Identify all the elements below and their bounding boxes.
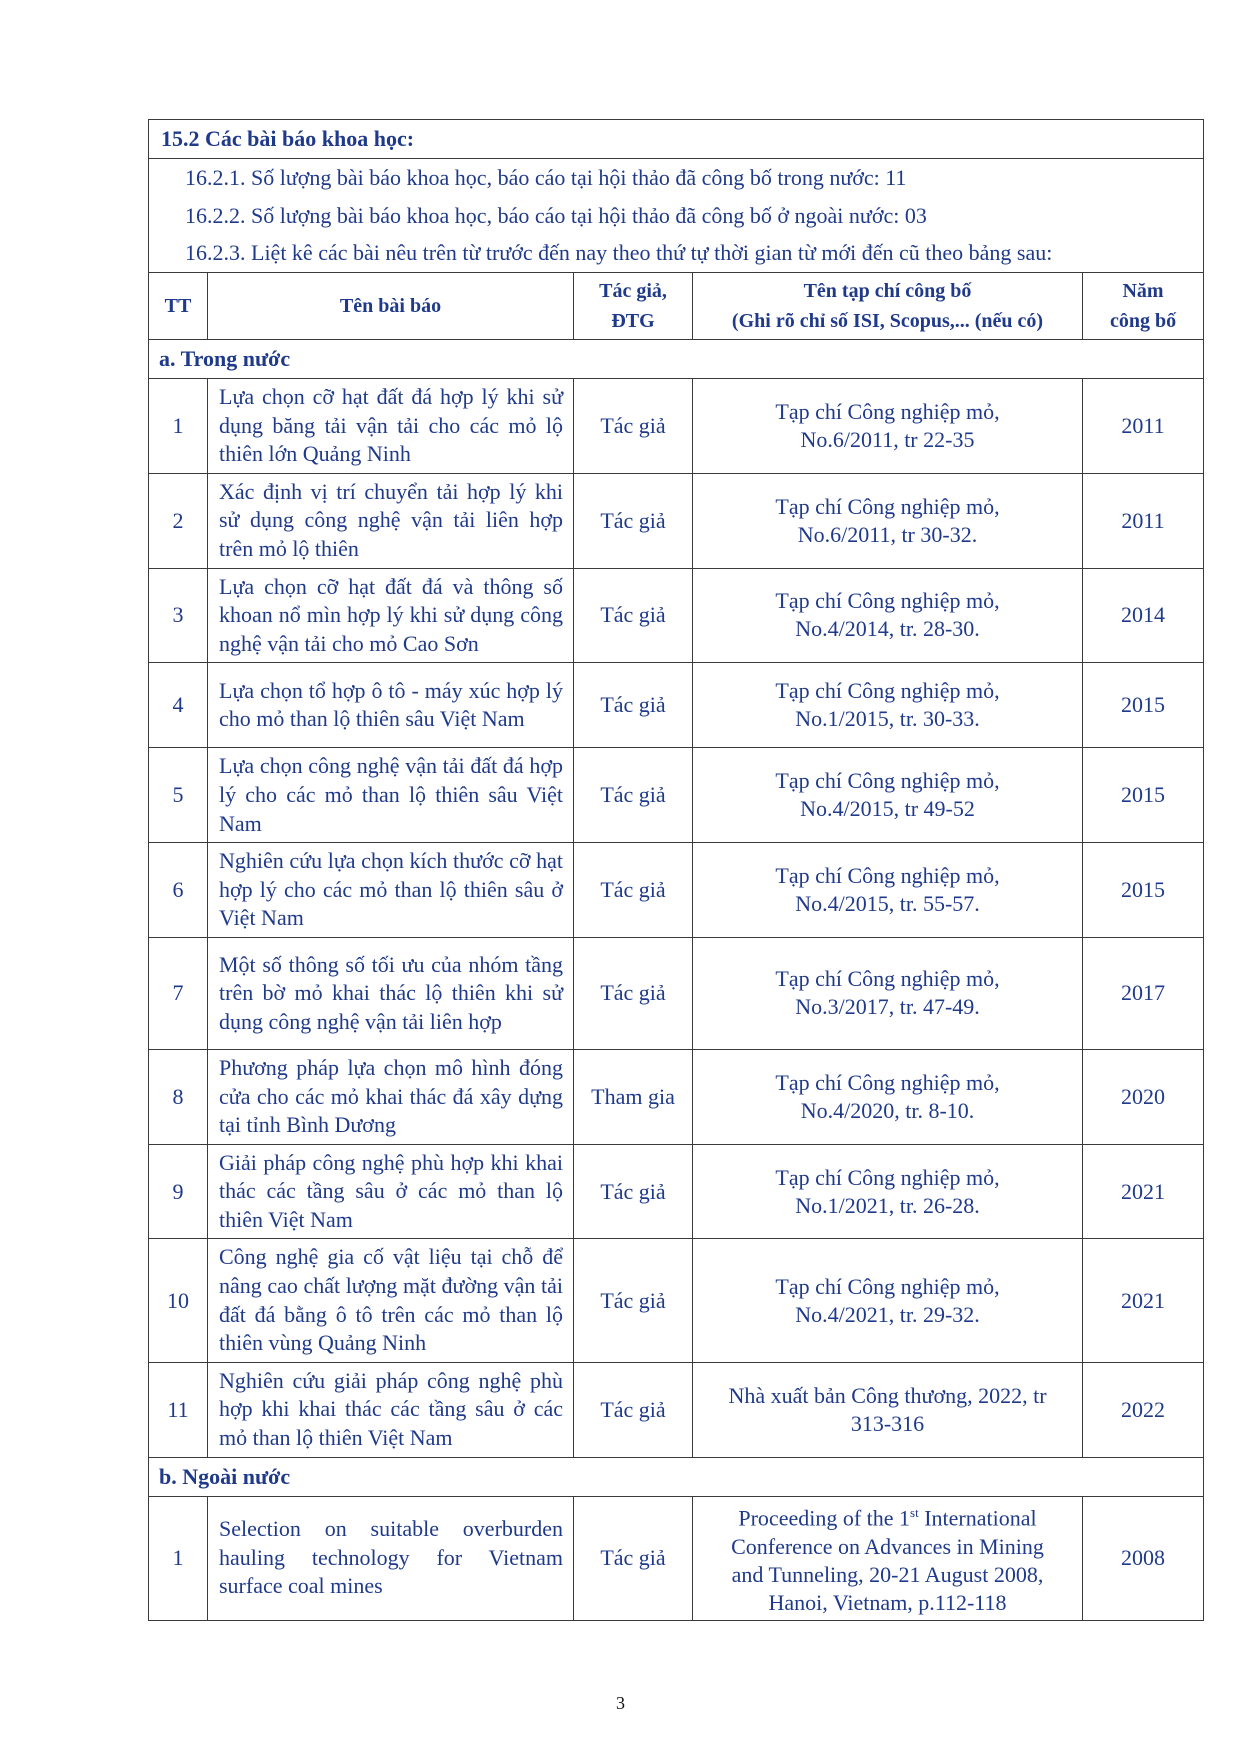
journal-line: Tạp chí Công nghiệp mỏ, xyxy=(775,588,1000,614)
stats-row xyxy=(149,159,1204,273)
header-year xyxy=(1083,273,1204,340)
row-number: 4 xyxy=(149,663,208,748)
journal-line: Tạp chí Công nghiệp mỏ, xyxy=(775,1273,1000,1299)
article-title: Nghiên cứu giải pháp công nghệ phù hợp khi khai thác các tầng sâu ở các mỏ than lộ thiên Việt Nam xyxy=(208,1362,574,1457)
journal-line: No.4/2015, tr. 55-57. xyxy=(795,891,980,917)
group-label-domestic: a. Trong nước xyxy=(149,340,1204,379)
article-journal xyxy=(693,1144,1083,1239)
article-author-role: Tác giả xyxy=(574,937,693,1049)
table-row xyxy=(149,568,1204,663)
journal-text: International xyxy=(918,1505,1037,1531)
journal-line: No.4/2014, tr. 28-30. xyxy=(795,616,980,642)
row-number: 8 xyxy=(149,1049,208,1144)
article-journal xyxy=(693,663,1083,748)
journal-line: No.1/2021, tr. 26-28. xyxy=(795,1192,980,1218)
journal-line: No.3/2017, tr. 47-49. xyxy=(795,994,980,1020)
article-year: 2011 xyxy=(1083,379,1204,474)
table-row xyxy=(149,1239,1204,1362)
row-number: 7 xyxy=(149,937,208,1049)
row-number: 1 xyxy=(149,379,208,474)
article-year: 2008 xyxy=(1083,1496,1204,1620)
article-journal xyxy=(693,748,1083,843)
article-author-role: Tác giả xyxy=(574,1144,693,1239)
header-journal xyxy=(693,273,1083,340)
article-title: Nghiên cứu lựa chọn kích thước cỡ hạt hợp lý cho các mỏ than lộ thiên sâu ở Việt Nam xyxy=(208,843,574,938)
journal-line: 313-316 xyxy=(850,1410,925,1436)
row-number: 1 xyxy=(149,1496,208,1620)
row-number: 11 xyxy=(149,1362,208,1457)
article-journal xyxy=(693,843,1083,938)
article-year: 2014 xyxy=(1083,568,1204,663)
journal-line: Tạp chí Công nghiệp mỏ, xyxy=(775,493,1000,519)
article-author-role: Tác giả xyxy=(574,1362,693,1457)
article-author-role: Tham gia xyxy=(574,1049,693,1144)
journal-line: No.4/2020, tr. 8-10. xyxy=(800,1097,975,1123)
article-journal xyxy=(693,473,1083,568)
article-journal xyxy=(693,1239,1083,1362)
article-journal xyxy=(693,379,1083,474)
article-author-role: Tác giả xyxy=(574,379,693,474)
row-number: 10 xyxy=(149,1239,208,1362)
journal-superscript: st xyxy=(910,1505,919,1521)
journal-line: Hanoi, Vietnam, p.112-118 xyxy=(768,1589,1007,1615)
article-year: 2021 xyxy=(1083,1239,1204,1362)
stat-list-instruction: 16.2.3. Liệt kê các bài nêu trên từ trước đến nay theo thứ tự thời gian từ mới đến cũ theo bảng sau: xyxy=(185,240,1053,266)
article-journal xyxy=(693,1496,1083,1620)
section-title: 15.2 Các bài báo khoa học: xyxy=(149,120,1204,159)
article-title: Công nghệ gia cố vật liệu tại chỗ để nâng cao chất lượng mặt đường vận tải đất đá bằng ô tô trên các mỏ than lộ thiên vùng Quảng Ninh xyxy=(208,1239,574,1362)
article-year: 2021 xyxy=(1083,1144,1204,1239)
article-journal xyxy=(693,937,1083,1049)
journal-line: Tạp chí Công nghiệp mỏ, xyxy=(775,678,1000,704)
row-number: 3 xyxy=(149,568,208,663)
journal-line: and Tunneling, 20-21 August 2008, xyxy=(731,1561,1044,1587)
table-row xyxy=(149,748,1204,843)
page-number: 3 xyxy=(616,1693,625,1713)
header-author-line2: ĐTG xyxy=(611,310,655,332)
row-number: 2 xyxy=(149,473,208,568)
article-journal xyxy=(693,1049,1083,1144)
journal-line: Tạp chí Công nghiệp mỏ, xyxy=(775,768,1000,794)
header-year-line2: công bố xyxy=(1109,310,1177,332)
table-row xyxy=(149,1496,1204,1620)
article-author-role: Tác giả xyxy=(574,663,693,748)
article-title: Giải pháp công nghệ phù hợp khi khai thác các tầng sâu ở các mỏ than lộ thiên Việt Nam xyxy=(208,1144,574,1239)
table-row xyxy=(149,379,1204,474)
table-row xyxy=(149,473,1204,568)
article-year: 2015 xyxy=(1083,843,1204,938)
header-tt: TT xyxy=(149,273,208,340)
group-label-foreign: b. Ngoài nước xyxy=(149,1457,1204,1496)
table-row xyxy=(149,843,1204,938)
header-journal-line2: (Ghi rõ chỉ số ISI, Scopus,... (nếu có) xyxy=(731,310,1044,332)
group-row-foreign xyxy=(149,1457,1204,1496)
journal-line: Tạp chí Công nghiệp mỏ, xyxy=(775,1164,1000,1190)
journal-line: No.4/2015, tr 49-52 xyxy=(800,796,975,822)
table-row xyxy=(149,1144,1204,1239)
table-row xyxy=(149,1362,1204,1457)
table-row xyxy=(149,1049,1204,1144)
journal-text: Proceeding of the 1 xyxy=(738,1505,911,1531)
publications-table xyxy=(148,119,1204,1621)
header-year-line1: Năm xyxy=(1122,280,1164,302)
row-number: 5 xyxy=(149,748,208,843)
article-journal xyxy=(693,1362,1083,1457)
stat-foreign-count: 16.2.2. Số lượng bài báo khoa học, báo cáo tại hội thảo đã công bố ở ngoài nước: 03 xyxy=(185,202,927,228)
journal-line: Tạp chí Công nghiệp mỏ, xyxy=(775,398,1000,424)
table-row xyxy=(149,663,1204,748)
article-year: 2020 xyxy=(1083,1049,1204,1144)
article-title: Một số thông số tối ưu của nhóm tầng trên bờ mỏ khai thác lộ thiên khi sử dụng công nghệ vận tải liên hợp xyxy=(208,937,574,1049)
stat-domestic-count: 16.2.1. Số lượng bài báo khoa học, báo cáo tại hội thảo đã công bố trong nước: 11 xyxy=(185,165,907,191)
row-number: 9 xyxy=(149,1144,208,1239)
stats-cell xyxy=(149,159,1204,273)
journal-line: Tạp chí Công nghiệp mỏ, xyxy=(775,966,1000,992)
article-year: 2015 xyxy=(1083,663,1204,748)
journal-line: No.1/2015, tr. 30-33. xyxy=(795,706,980,732)
article-journal xyxy=(693,568,1083,663)
article-author-role: Tác giả xyxy=(574,748,693,843)
section-title-row xyxy=(149,120,1204,159)
article-author-role: Tác giả xyxy=(574,843,693,938)
article-author-role: Tác giả xyxy=(574,568,693,663)
journal-line: No.4/2021, tr. 29-32. xyxy=(795,1301,980,1327)
article-year: 2011 xyxy=(1083,473,1204,568)
journal-line: Tạp chí Công nghiệp mỏ, xyxy=(775,1069,1000,1095)
journal-line xyxy=(705,1499,1070,1532)
article-title: Lựa chọn công nghệ vận tải đất đá hợp lý cho các mỏ than lộ thiên sâu Việt Nam xyxy=(208,748,574,843)
article-author-role: Tác giả xyxy=(574,473,693,568)
header-title: Tên bài báo xyxy=(208,273,574,340)
row-number: 6 xyxy=(149,843,208,938)
article-title: Selection on suitable overburden hauling technology for Vietnam surface coal mines xyxy=(208,1496,574,1620)
article-author-role: Tác giả xyxy=(574,1496,693,1620)
table-header-row xyxy=(149,273,1204,340)
article-year: 2017 xyxy=(1083,937,1204,1049)
article-title: Xác định vị trí chuyển tải hợp lý khi sử dụng công nghệ vận tải liên hợp trên mỏ lộ thiên xyxy=(208,473,574,568)
journal-line: No.6/2011, tr 30-32. xyxy=(797,521,978,547)
article-title: Phương pháp lựa chọn mô hình đóng cửa cho các mỏ khai thác đá xây dựng tại tỉnh Bình Dương xyxy=(208,1049,574,1144)
group-row-domestic xyxy=(149,340,1204,379)
article-year: 2015 xyxy=(1083,748,1204,843)
article-author-role: Tác giả xyxy=(574,1239,693,1362)
article-title: Lựa chọn cỡ hạt đất đá và thông số khoan nổ mìn hợp lý khi sử dụng công nghệ vận tải cho mỏ Cao Sơn xyxy=(208,568,574,663)
article-year: 2022 xyxy=(1083,1362,1204,1457)
header-author xyxy=(574,273,693,340)
journal-line: Nhà xuất bản Công thương, 2022, tr xyxy=(728,1382,1047,1408)
journal-line: Tạp chí Công nghiệp mỏ, xyxy=(775,863,1000,889)
header-author-line1: Tác giả, xyxy=(599,280,667,302)
article-title: Lựa chọn cỡ hạt đất đá hợp lý khi sử dụng băng tải vận tải cho các mỏ lộ thiên lớn Quảng Ninh xyxy=(208,379,574,474)
journal-line: No.6/2011, tr 22-35 xyxy=(800,426,975,452)
header-journal-line1: Tên tạp chí công bố xyxy=(803,280,972,302)
journal-line: Conference on Advances in Mining xyxy=(731,1533,1044,1559)
article-title: Lựa chọn tổ hợp ô tô - máy xúc hợp lý cho mỏ than lộ thiên sâu Việt Nam xyxy=(208,663,574,748)
table-row xyxy=(149,937,1204,1049)
